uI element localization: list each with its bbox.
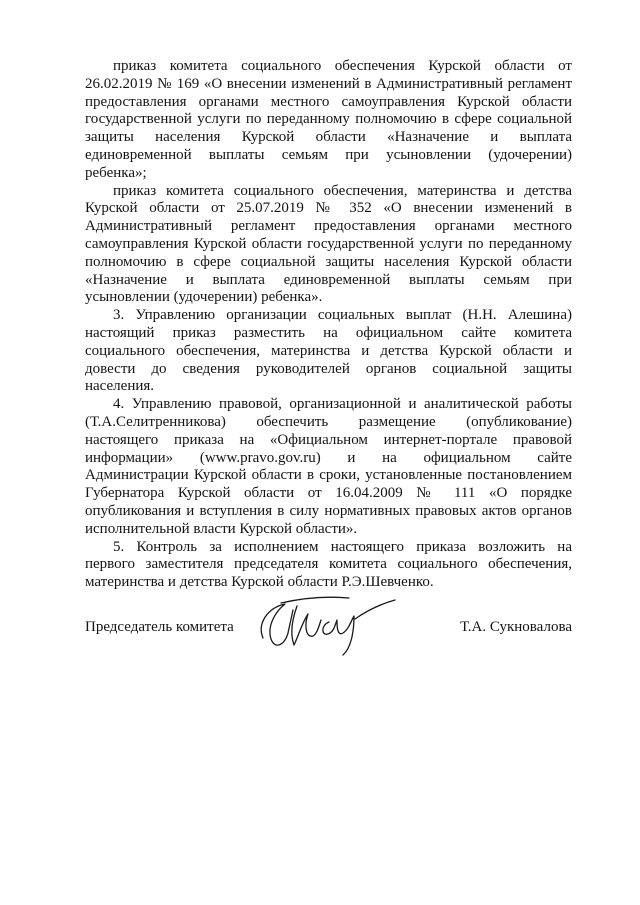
paragraph-line: приказ комитета социального обеспечения, материнства и детства — [113, 182, 572, 199]
paragraph-line: первого заместителя председателя комитета социального обеспечения, — [85, 556, 572, 573]
document-body — [85, 58, 572, 592]
paragraph-line: единовременной выплаты семьям при усыновлении (удочерении) — [85, 146, 572, 163]
paragraph-line: 5. Контроль за исполнением настоящего приказа возложить на — [113, 538, 572, 555]
paragraph-line: полномочию в сфере социальной защиты населения Курской области — [85, 253, 572, 270]
paragraph-line: информации» (www.pravo.gov.ru) и на официальном сайте — [85, 449, 572, 466]
paragraph-line: государственной услуги по переданному полномочию в сфере социальной — [85, 111, 572, 128]
signature-row — [85, 618, 572, 636]
paragraph-line: 3. Управлению организации социальных выплат (Н.Н. Алешина) — [113, 307, 572, 324]
paragraph-line: социального обеспечения, материнства и детства Курской области и — [85, 342, 572, 359]
paragraph-order-169 — [85, 58, 572, 183]
paragraph-line: предоставления органами местного самоуправления Курской области — [85, 93, 572, 110]
paragraph-line: населения. — [85, 378, 155, 395]
paragraph-line: (Т.А.Селитренникова) обеспечить размещение (опубликование) — [85, 413, 572, 430]
paragraph-line: приказ комитета социального обеспечения Курской области от — [113, 58, 572, 74]
paragraph-line: материнства и детства Курской области Р.Э.Шевченко. — [85, 574, 434, 591]
paragraph-line: Администрации Курской области в сроки, установленные постановлением — [85, 467, 572, 484]
paragraph-order-352 — [85, 183, 572, 308]
paragraph-line: «Назначение и выплата единовременной выплаты семьям при — [85, 271, 572, 288]
paragraph-line: 26.02.2019 № 169 «О внесении изменений в Административный регламент — [85, 75, 572, 92]
signatory-position: Председатель комитета — [85, 619, 234, 635]
paragraph-line: настоящий приказ разместить на официальном сайте комитета — [85, 324, 572, 341]
paragraph-line: самоуправления Курской области государственной услуги по переданному — [85, 235, 572, 252]
clause-4-official-publication — [85, 396, 572, 538]
paragraph-line: усыновлении (удочерении) ребенка». — [85, 289, 323, 306]
paragraph-line: довести до сведения руководителей органов социальной защиты — [85, 360, 572, 377]
paragraph-line: настоящего приказа на «Официальном интернет-портале правовой — [85, 431, 572, 448]
paragraph-line: опубликования и вступления в силу нормативных правовых актов органов — [85, 502, 572, 519]
paragraph-line: 4. Управлению правовой, организационной и аналитической работы — [113, 396, 572, 413]
signatory-name: Т.А. Сукновалова — [460, 619, 572, 635]
paragraph-line: ребенка»; — [85, 164, 147, 181]
clause-3-website-publication — [85, 307, 572, 396]
paragraph-line: Губернатора Курской области от 16.04.2009 № 111 «О порядке — [85, 485, 572, 502]
paragraph-line: защиты населения Курской области «Назначение и выплата — [85, 129, 572, 146]
clause-5-control — [85, 539, 572, 592]
paragraph-line: Административный регламент предоставления органами местного — [85, 218, 572, 235]
paragraph-line: Курской области от 25.07.2019 № 352 «О внесении изменений в — [85, 200, 572, 217]
paragraph-line: исполнительной власти Курской области». — [85, 520, 358, 537]
